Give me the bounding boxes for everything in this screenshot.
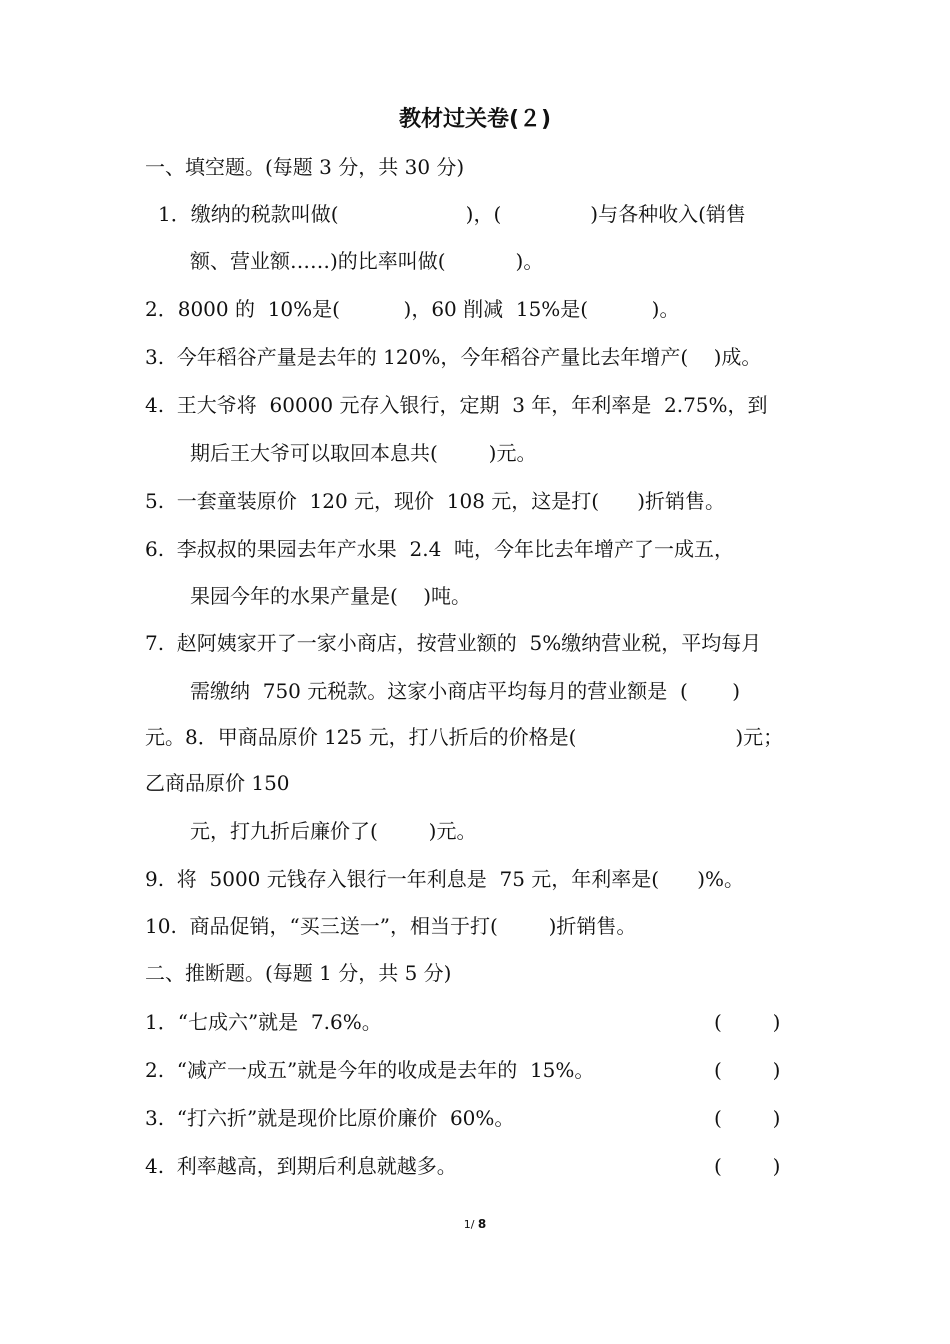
judge-answer-4[interactable]: ( ) — [714, 1154, 781, 1178]
judge-answer-2[interactable]: ( ) — [714, 1058, 781, 1082]
judge-item-2: 2. “减产一成五”就是今年的收成是去年的 15%。 — [145, 1058, 595, 1082]
q8-line2: 乙商品原价 150 — [145, 771, 290, 795]
page-title: 教材过关卷(２) — [398, 107, 552, 132]
judge-item-4: 4. 利率越高，到期后利息就越多。 — [145, 1154, 457, 1178]
q8-line3: 元，打九折后廉价了( )元。 — [190, 819, 477, 843]
q5-line: 5. 一套童装原价 120 元，现价 108 元，这是打( )折销售。 — [145, 489, 726, 513]
q7-line1: 7. 赵阿姨家开了一家小商店，按营业额的 5%缴纳营业税，平均每月 — [145, 631, 762, 655]
q9-line: 9. 将 5000 元钱存入银行一年利息是 75 元，年利率是( )%。 — [145, 867, 745, 891]
section2-heading: 二、推断题。(每题 1 分，共 5 分) — [145, 961, 452, 985]
q3-line: 3. 今年稻谷产量是去年的 120%，今年稻谷产量比去年增产( )成。 — [145, 345, 762, 369]
judge-answer-1[interactable]: ( ) — [714, 1010, 781, 1034]
judge-answer-3[interactable]: ( ) — [714, 1106, 781, 1130]
q1-line1: 1．缴纳的税款叫做( )，( )与各种收入(销售 — [158, 202, 746, 226]
page-current: 1/ — [463, 1218, 475, 1231]
q4-line1: 4. 王大爷将 60000 元存入银行，定期 3 年，年利率是 2.75%，到 — [145, 393, 768, 417]
page-total: 8 — [477, 1217, 487, 1231]
q1-line2: 额、营业额……)的比率叫做( )。 — [190, 249, 544, 273]
page-number — [0, 1217, 950, 1231]
q7-q8-line: 元。8．甲商品原价 125 元，打八折后的价格是( )元； — [145, 725, 784, 749]
q6-line2: 果园今年的水果产量是( )吨。 — [190, 584, 472, 608]
section1-heading: 一、填空题。(每题 3 分，共 30 分) — [145, 155, 465, 179]
q7-line2: 需缴纳 750 元税款。这家小商店平均每月的营业额是 ( ) — [190, 679, 741, 703]
q10-line: 10. 商品促销，“买三送一”，相当于打( )折销售。 — [145, 914, 637, 938]
q4-line2: 期后王大爷可以取回本息共( )元。 — [190, 441, 537, 465]
q2-line: 2．8000 的 10%是( )，60 削减 15%是( )。 — [145, 297, 680, 321]
judge-item-1: 1．“七成六”就是 7.6%。 — [145, 1010, 382, 1034]
judge-item-3: 3. “打六折”就是现价比原价廉价 60%。 — [145, 1106, 515, 1130]
q6-line1: 6. 李叔叔的果园去年产水果 2.4 吨，今年比去年增产了一成五， — [145, 537, 735, 561]
